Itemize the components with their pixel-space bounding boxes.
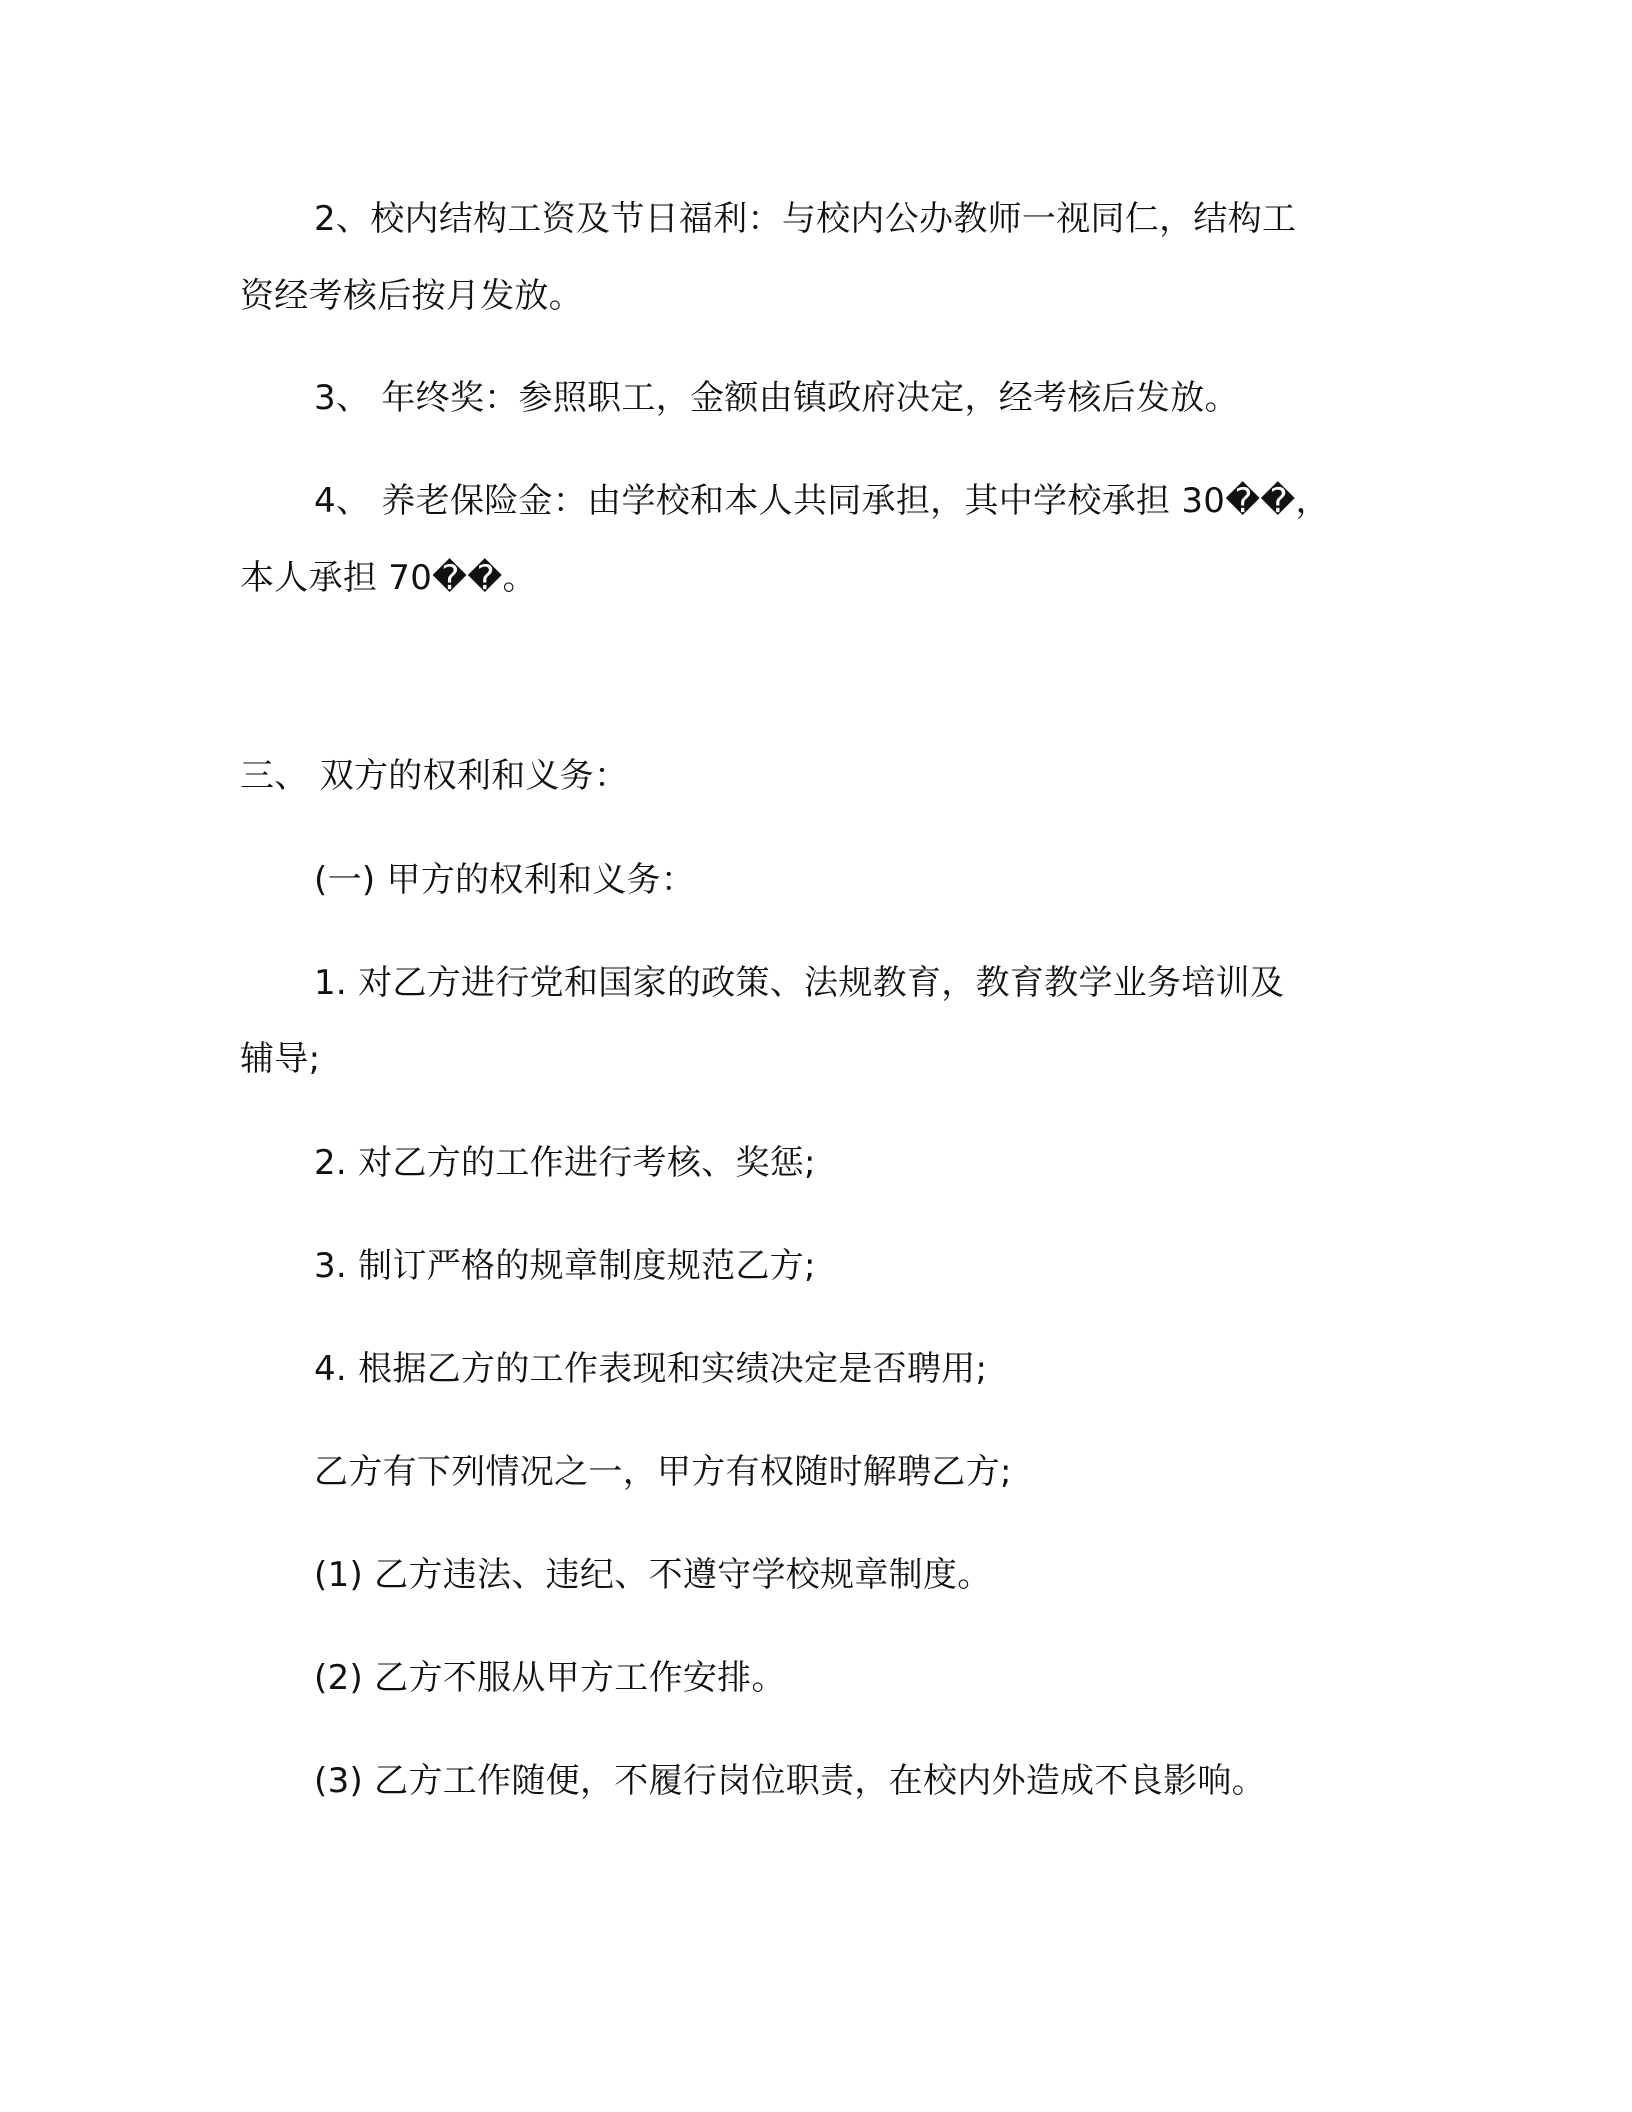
list-item: 4. 根据乙方的工作表现和实绩决定是否聘用; [314,1349,988,1389]
subsection-heading: (一) 甲方的权利和义务： [314,860,696,900]
paragraph-line: 本人承担 70��。 [240,558,537,598]
paragraph-line: 4、 养老保险金：由学校和本人共同承担，其中学校承担 30��， [314,481,1330,521]
list-item: (2) 乙方不服从甲方工作安排。 [314,1658,786,1698]
list-item-continuation: 辅导; [240,1039,321,1079]
list-item: (1) 乙方违法、违纪、不遵守学校规章制度。 [314,1555,992,1595]
list-item: (3) 乙方工作随便，不履行岗位职责，在校内外造成不良影响。 [314,1761,1266,1801]
paragraph-line: 2、校内结构工资及节日福利：与校内公办教师一视同仁，结构工 [314,199,1297,239]
list-item: 1. 对乙方进行党和国家的政策、法规教育，教育教学业务培训及 [314,963,1285,1003]
paragraph-line: 乙方有下列情况之一，甲方有权随时解聘乙方; [314,1452,1012,1492]
paragraph-line: 3、 年终奖：参照职工，金额由镇政府决定，经考核后发放。 [314,378,1239,418]
list-item: 3. 制订严格的规章制度规范乙方; [314,1246,816,1286]
list-item: 2. 对乙方的工作进行考核、奖惩; [314,1143,816,1183]
paragraph-line: 资经考核后按月发放。 [240,276,583,316]
section-heading: 三、 双方的权利和义务： [240,756,629,796]
